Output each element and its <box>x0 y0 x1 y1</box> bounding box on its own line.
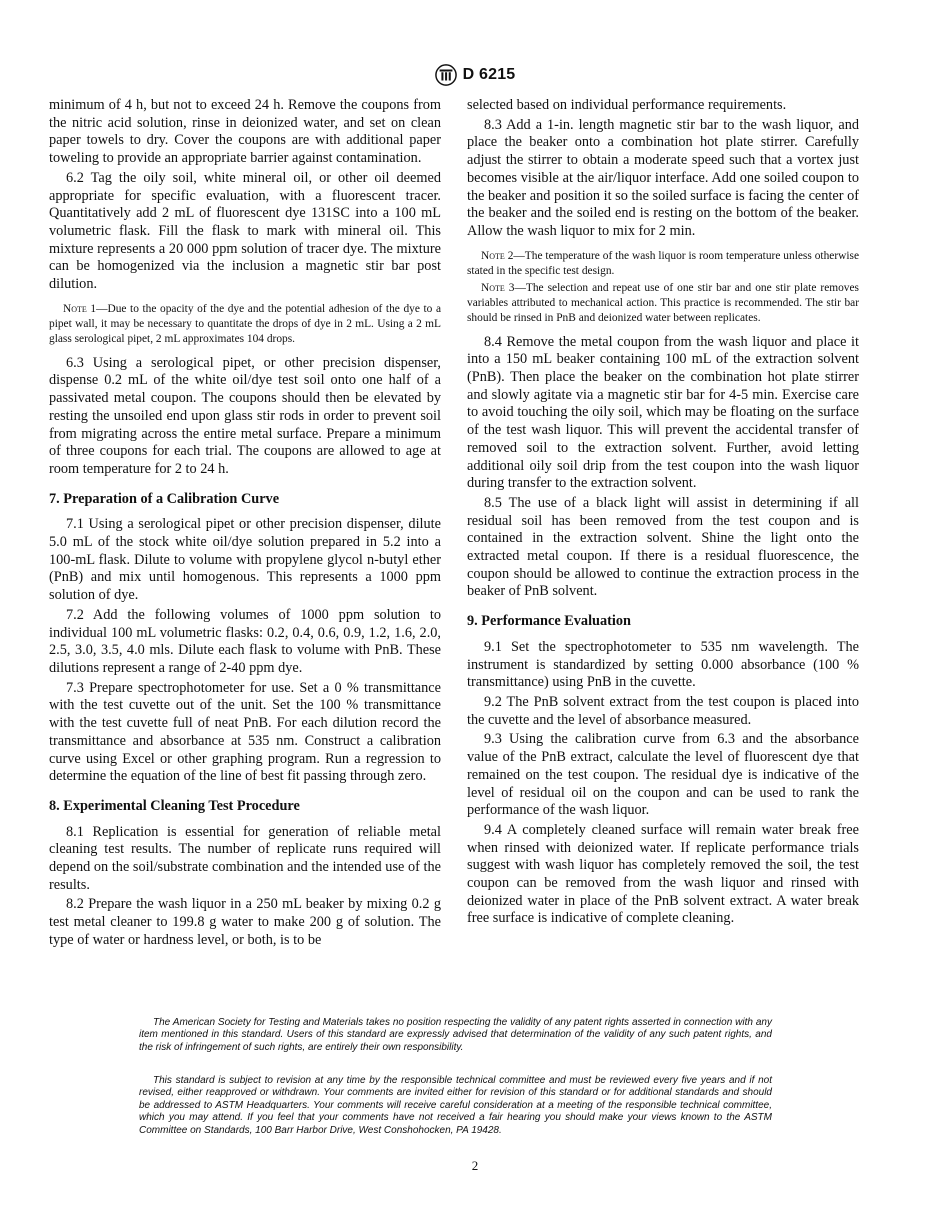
paragraph-9-2: 9.2 The PnB solvent extract from the test coupon is placed into the cuvette and the level of absorbance measured. <box>467 693 859 728</box>
paragraph-8-1: 8.1 Replication is essential for generation of reliable metal cleaning test results. The number of replicate runs required will depend on the soil/substrate combination and the intended use of the results. <box>49 823 441 893</box>
section-8-heading: 8. Experimental Cleaning Test Procedure <box>49 797 300 814</box>
note-3 <box>467 281 859 326</box>
revision-disclaimer: This standard is subject to revision at any time by the responsible technical committee and must be reviewed every five years and if not revised, either reapproved or withdrawn. Your comments are invited either for revision of this standard or for additional standards and should be addressed to ASTM Headquarters. Your comments will receive careful consideration at a meeting of the responsible technical committee, which you may attend. If you feel that your comments have not received a fair hearing you should make your views known to the ASTM Committee on Standards, 100 Barr Harbor Drive, West Conshohocken, PA 19428. <box>139 1075 772 1136</box>
note-3-label: Note 3 <box>481 281 515 294</box>
section-9-heading: 9. Performance Evaluation <box>467 613 631 630</box>
section-7-heading: 7. Preparation of a Calibration Curve <box>49 490 280 507</box>
note-1-label: Note 1 <box>63 302 97 315</box>
paragraph-7-1: 7.1 Using a serological pipet or other precision dispenser, dilute 5.0 mL of the stock white oil/dye solution prepared in 5.2 into a 100-mL flask. Dilute to volume with propylene glycol n-butyl ether (PnB) and mix until homogenous. This represents a 1000 ppm solution of dye. <box>49 516 441 604</box>
paragraph-6-2: 6.2 Tag the oily soil, white mineral oil, or other oil deemed appropriate for specific evaluation, with a fluorescent tracer. Quantitatively add 2 mL of fluorescent dye 131SC into a 100 mL volumetric flask. Fill the flask to mark with mineral oil. This mixture represents a 20 000 ppm solution of tracer dye. The mixture can be homogenized via the inclusion a magnetic stir bar post dilution. <box>49 169 441 293</box>
paragraph-8-2: 8.2 Prepare the wash liquor in a 250 mL beaker by mixing 0.2 g test metal cleaner to 199.8 g water to make 200 g of solution. The type of water or hardness level, or both, is to be <box>49 896 441 948</box>
paragraph-9-1: 9.1 Set the spectrophotometer to 535 nm wavelength. The instrument is standardized by setting 0.000 absorbance (100 % transmittance) using PnB in the cuvette. <box>467 638 859 691</box>
paragraph-9-4: 9.4 A completely cleaned surface will remain water break free when rinsed with deionized water. If replicate performance trials suggest with wash liquor has completely removed the soil, the test coupon can be removed from the wash liquor and rinsed with deionized water in place of the PnB solvent extract. A water break free surface is indicative of complete cleaning. <box>467 821 859 927</box>
paragraph-7-3: 7.3 Prepare spectrophotometer for use. Set a 0 % transmittance with the test cuvette out of the unit. Set the 100 % transmittance with the test cuvette full of neat PnB. For each dilution record the transmittance and absorbance at 535 nm. Construct a calibration curve using Excel or other graphing program. Run a regression to determine the equation of the line of best fit passing through zero. <box>49 679 441 785</box>
right-column <box>467 97 859 930</box>
paragraph-8-5: 8.5 The use of a black light will assist in determining if all residual soil has been removed from the test coupon and is contained in the extraction solvent. Shine the light onto the extracted metal coupon. If there is a residual fluorescence, the coupon should be allowed to continue the extraction process in the beaker of PnB solvent. <box>467 494 859 600</box>
paragraph-6-3: 6.3 Using a serological pipet, or other precision dispenser, dispense 0.2 mL of the white oil/dye test soil onto one half of a passivated metal coupon. The coupons should then be elevated by resting the unsoiled end upon glass stir rods in order to prevent soil from migrating across the entire metal surface. Prepare a minimum of three coupons for each trial. The coupons are allowed to age at room temperature for 2 to 24 h. <box>49 354 441 477</box>
note-2 <box>467 249 859 279</box>
paragraph-8-3: 8.3 Add a 1-in. length magnetic stir bar to the wash liquor, and place the beaker onto a combination hot plate stirrer. Carefully adjust the stirrer to obtain a moderate speed such that a vortex just becomes visible at the air/liquor interface. Add one soiled coupon to the beaker and position it so the soiled surface is facing the center of the beaker and the soiled end is resting on the bottom of the beaker. Allow the wash liquor to mix for 2 min. <box>467 116 859 239</box>
paragraph-8-4: 8.4 Remove the metal coupon from the wash liquor and place it into a 150 mL beaker containing 100 mL of the extraction solvent (PnB). Then place the beaker on the combination hot plate stirrer and slowly agitate via a magnetic stir bar for 4-5 min. Exercise care to avoid touching the oily soil, which may be floating on the surface of the test wash liquor. This will prevent the accidental transfer of removed soil to the extraction solvent. Further, avoid letting additional oily soil drip from the test coupon into the wash liquor during transfer to the extraction solvent. <box>467 333 859 492</box>
page-number: 2 <box>471 1158 479 1173</box>
paragraph-6-1-continued: minimum of 4 h, but not to exceed 24 h. Remove the coupons from the nitric acid solution, rinse in deionized water, and set on clean paper towels to dry. Cover the coupons are with additional paper toweling to provide an appropriate barrier against contamination. <box>49 97 441 167</box>
paragraph-9-3: 9.3 Using the calibration curve from 6.3 and the absorbance value of the PnB extract, calculate the level of fluorescent dye that remained on the test coupon. The residual dye is indicative of the level of residual oil on the coupon and can be used to rank the performance of the wash liquor. <box>467 731 859 819</box>
note-1-text: —Due to the opacity of the dye and the potential adhesion of the dye to a pipet wall, it may be necessary to quantitate the drops of dye in 2 mL. Using a 2 mL glass serological pipet, 2 mL approximates 104 drops. <box>49 302 441 345</box>
astm-logo-icon <box>435 64 457 86</box>
standard-designation: D 6215 <box>462 66 516 83</box>
left-column <box>49 97 441 952</box>
note-3-text: —The selection and repeat use of one stir bar and one stir plate removes variables attributed to mechanical action. This practice is recommended. The stir bar should be rinsed in PnB and deionized water between replicates. <box>467 281 859 324</box>
note-1 <box>49 302 441 347</box>
page-header <box>0 64 950 86</box>
note-2-text: —The temperature of the wash liquor is room temperature unless otherwise stated in the specific test design. <box>467 249 859 277</box>
paragraph-8-2-continued: selected based on individual performance requirements. <box>467 97 787 113</box>
note-2-label: Note 2 <box>481 249 514 262</box>
paragraph-7-2: 7.2 Add the following volumes of 1000 ppm solution to individual 100 mL volumetric flasks: 0.2, 0.4, 0.6, 0.9, 1.2, 1.6, 2.0, 2.5, 3.0, 3.5, 4.0 mls. Dilute each flask to volume with PnB. These dilutions represent a range of 2-40 ppm dye. <box>49 606 441 676</box>
patent-disclaimer: The American Society for Testing and Materials takes no position respecting the validity of any patent rights asserted in connection with any item mentioned in this standard. Users of this standard are expressly advised that determination of the validity of any such patent rights, and the risk of infringement of such rights, are entirely their own responsibility. <box>139 1017 772 1053</box>
